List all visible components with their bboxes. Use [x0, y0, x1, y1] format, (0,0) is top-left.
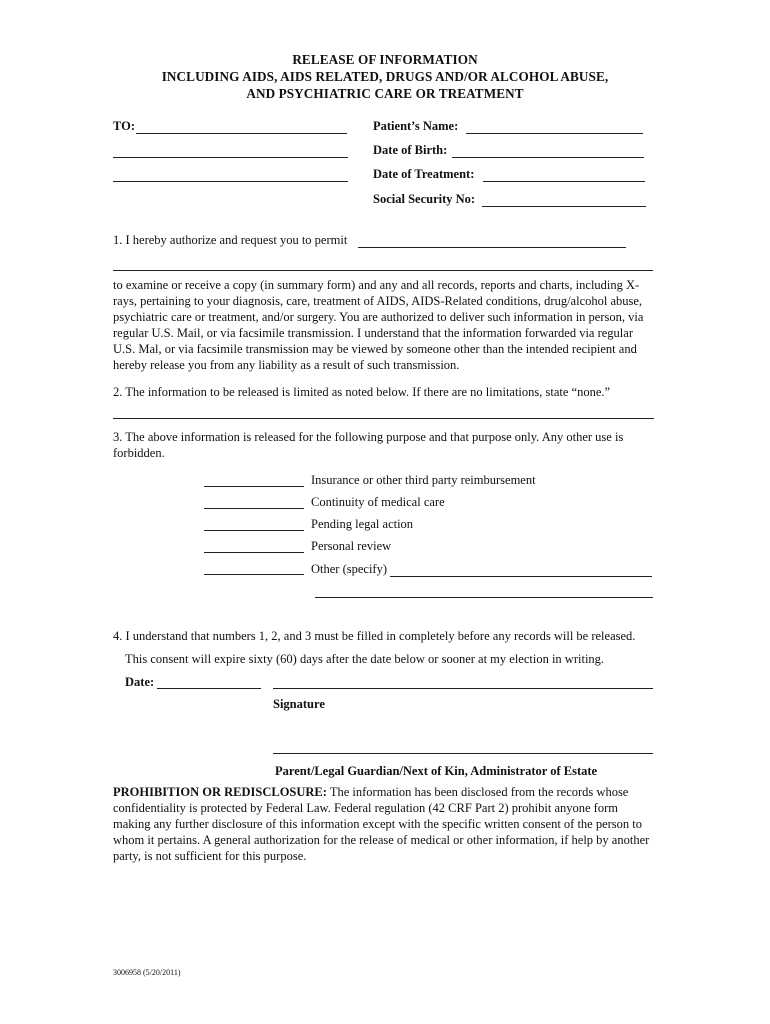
date-treatment-label: Date of Treatment:: [373, 167, 475, 181]
patient-name-field[interactable]: [466, 133, 643, 134]
to-field-line-3[interactable]: [113, 181, 348, 182]
to-field-line-1[interactable]: [136, 133, 347, 134]
to-label: TO:: [113, 119, 135, 133]
signature-line[interactable]: [273, 688, 653, 689]
dob-label: Date of Birth:: [373, 143, 448, 157]
purpose-insurance-blank[interactable]: [204, 486, 304, 487]
form-code: 3006958 (5/20/2011): [113, 968, 181, 977]
limitations-field[interactable]: [113, 418, 654, 419]
permit-recipient-field[interactable]: [358, 247, 626, 248]
dob-field[interactable]: [452, 157, 644, 158]
consent-expiry-text: This consent will expire sixty (60) days after the date below or sooner at my election in writing.: [125, 652, 605, 666]
guardian-label: Parent/Legal Guardian/Next of Kin, Administrator of Estate: [275, 764, 598, 778]
permit-recipient-field-2[interactable]: [113, 270, 653, 271]
other-specify-field[interactable]: [390, 576, 652, 577]
section3-text: 3. The above information is released for the following purpose and that purpose only. Any other use is forbidden.: [113, 430, 624, 461]
date-field[interactable]: [157, 688, 261, 689]
section2-text: 2. The information to be released is limited as noted below. If there are no limitations, state “none.”: [113, 385, 611, 399]
other-specify-field-2[interactable]: [315, 597, 653, 598]
section4-text: 4. I understand that numbers 1, 2, and 3 must be filled in completely before any records will be released.: [113, 629, 636, 643]
ssn-field[interactable]: [482, 206, 646, 207]
form-title-line-3: AND PSYCHIATRIC CARE OR TREATMENT: [246, 86, 524, 101]
section1-lead: 1. I hereby authorize and request you to permit: [113, 233, 348, 247]
to-field-line-2[interactable]: [113, 157, 348, 158]
purpose-legal-blank[interactable]: [204, 530, 304, 531]
purpose-other-blank[interactable]: [204, 574, 304, 575]
date-label: Date:: [125, 675, 155, 689]
purpose-insurance-label: Insurance or other third party reimbursement: [311, 473, 536, 487]
prohibition-body: The information has been disclosed from the records whose confidentiality is protected by Federal Law. Federal regulation (42 CRF Part 2) prohibit anyone form making any further disclosure of this information except with the specific written consent of the person to whom it pertains. A general authorization for the release of medical or other information, if help by another party, is not sufficient for this purpose.: [113, 785, 650, 864]
purpose-legal-label: Pending legal action: [311, 517, 414, 531]
purpose-other-label: Other (specify): [311, 562, 388, 576]
prohibition-paragraph: [113, 784, 658, 864]
patient-name-label: Patient’s Name:: [373, 119, 459, 133]
prohibition-heading: PROHIBITION OR REDISCLOSURE:: [113, 785, 327, 799]
section1-body: to examine or receive a copy (in summary form) and any and all records, reports and charts, including X-rays, pertaining to your diagnosis, care, treatment of AIDS, AIDS-Related conditions, drug/alcohol abuse, psychiatric care or treatment, and/or surgery. You are authorized to deliver such information in person, via regular U.S. Mail, or via facsimile transmission. I understand that the information forwarded via regular U.S. Mal, or via facsimile transmission may be viewed by someone other than the intended recipient and hereby release you from any liability as a result of such transmission.: [113, 278, 644, 373]
ssn-label: Social Security No:: [373, 192, 476, 206]
form-title-line-1: RELEASE OF INFORMATION: [292, 52, 478, 67]
signature-label: Signature: [273, 697, 325, 711]
purpose-personal-blank[interactable]: [204, 552, 304, 553]
purpose-continuity-label: Continuity of medical care: [311, 495, 445, 509]
guardian-signature-line[interactable]: [273, 753, 653, 754]
purpose-personal-label: Personal review: [311, 539, 392, 553]
purpose-continuity-blank[interactable]: [204, 508, 304, 509]
form-title-line-2: INCLUDING AIDS, AIDS RELATED, DRUGS AND/OR ALCOHOL ABUSE,: [161, 69, 609, 84]
date-treatment-field[interactable]: [483, 181, 645, 182]
